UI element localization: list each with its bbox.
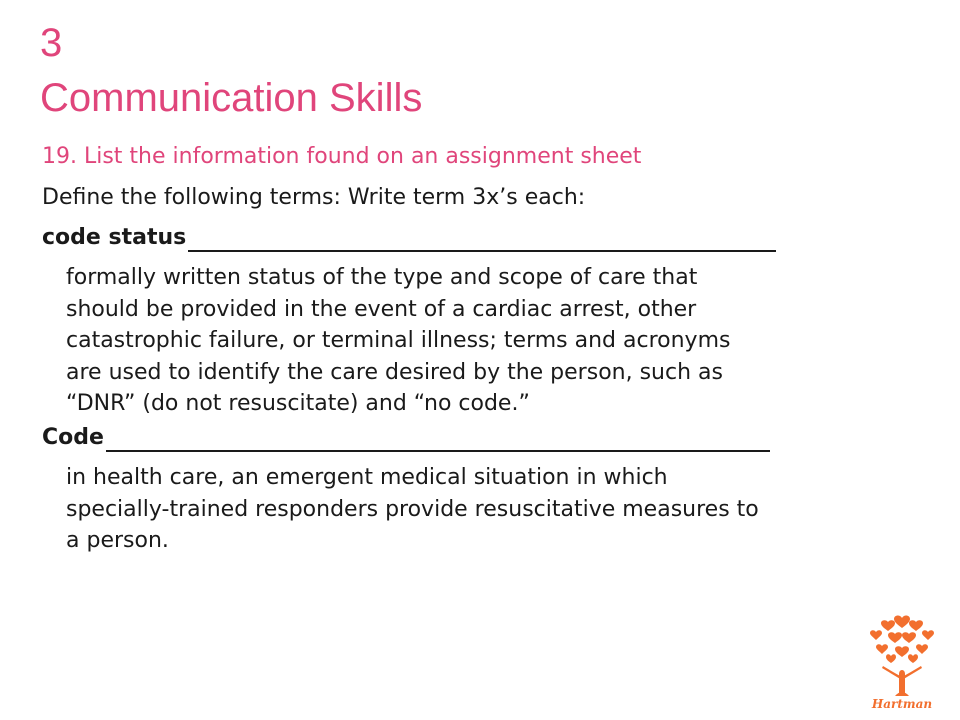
term-label: Code bbox=[42, 425, 104, 450]
definition-code-status: formally written status of the type and scope of care that should be provided in the event of a cardiac arrest, other catastrophic failure, or terminal illness; terms and acronyms are used to identify the care desired by the person, such as “DNR” (do not resuscitate) and “no code.” bbox=[66, 265, 731, 416]
logo-text: Hartman bbox=[871, 697, 933, 710]
term-code-status bbox=[42, 224, 776, 252]
term-code bbox=[42, 424, 770, 452]
learning-objective: 19. List the information found on an assignment sheet bbox=[42, 144, 642, 169]
chapter-number: 3 bbox=[40, 21, 63, 65]
write-in-blank bbox=[106, 429, 770, 452]
chapter-title: Communication Skills bbox=[40, 76, 423, 120]
write-in-blank bbox=[188, 229, 776, 252]
hartman-logo-icon bbox=[862, 610, 942, 710]
heart-tree-icon bbox=[870, 615, 934, 696]
definition-code: in health care, an emergent medical situation in which specially-trained responders provide resuscitative measures to a person. bbox=[66, 465, 759, 553]
instruction-text: Define the following terms: Write term 3x’s each: bbox=[42, 185, 586, 210]
term-label: code status bbox=[42, 225, 187, 250]
